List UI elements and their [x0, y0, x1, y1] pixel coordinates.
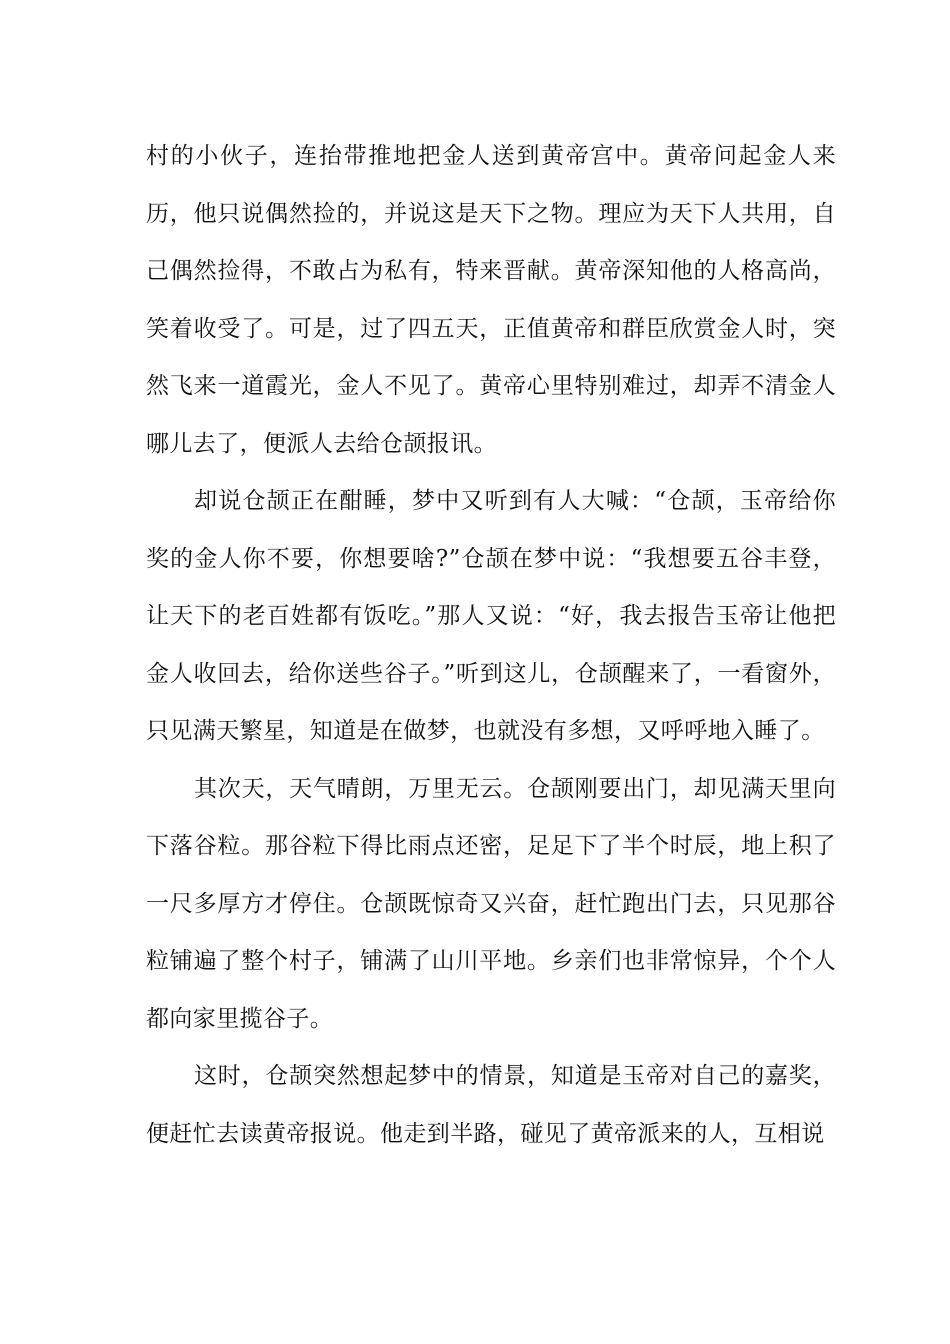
- paragraph-2: 却说仓颉正在酣睡，梦中又听到有人大喊：“仓颉，玉帝给你奖的金人你不要，你想要啥?”仓颉在梦中说：“我想要五谷丰登，让天下的老百姓都有饭吃。”那人又说：“好，我去报告玉帝让他把金人收回去，给你送些谷子。”听到这儿，仓颉醒来了，一看窗外，只见满天繁星，知道是在做梦，也就没有多想，又呼呼地入睡了。: [146, 488, 836, 744]
- paragraph-3: 其次天，天气晴朗，万里无云。仓颉刚要出门，却见满天里向下落谷粒。那谷粒下得比雨点还密，足足下了半个时辰，地上积了一尺多厚方才停住。仓颉既惊奇又兴奋，赶忙跑出门去，只见那谷粒铺遍了整个村子，铺满了山川平地。乡亲们也非常惊异，个个人都向家里揽谷子。: [146, 775, 836, 1032]
- paragraph-1: 村的小伙子，连抬带推地把金人送到黄帝宫中。黄帝问起金人来历，他只说偶然捡的，并说这是天下之物。理应为天下人共用，自己偶然捡得，不敢占为私有，特来晋献。黄帝深知他的人格高尚，笑着收受了。可是，过了四五天，正值黄帝和群臣欣赏金人时，突然飞来一道霞光，金人不见了。黄帝心里特别难过，却弄不清金人哪儿去了，便派人去给仓颉报讯。: [146, 143, 836, 457]
- document-body: [146, 128, 836, 1163]
- paragraph-4: 这时，仓颉突然想起梦中的情景，知道是玉帝对自己的嘉奖，便赶忙去读黄帝报说。他走到半路，碰见了黄帝派来的人，互相说: [146, 1063, 836, 1147]
